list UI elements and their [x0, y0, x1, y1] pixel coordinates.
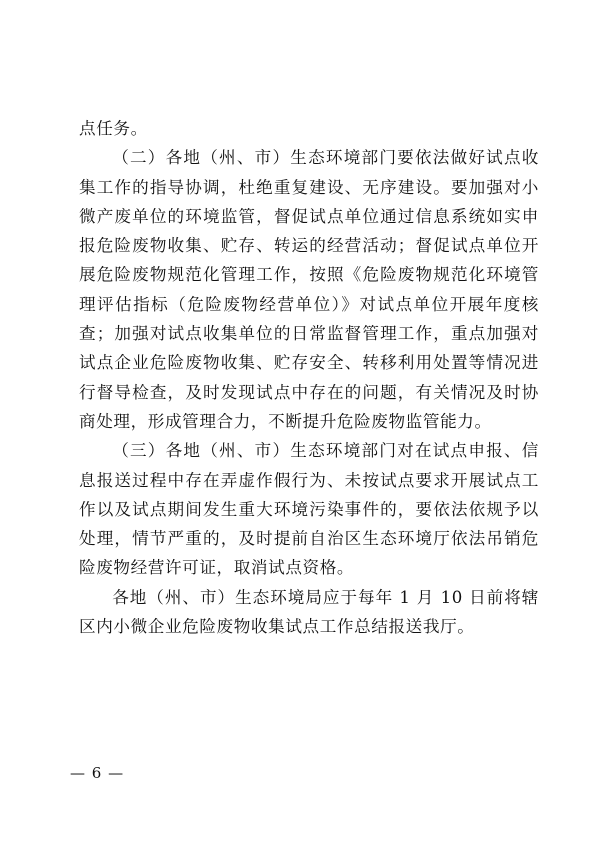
paragraph-section-2: （二）各地（州、市）生态环境部门要依法做好试点收集工作的指导协调，杜绝重复建设、无序建设。要加强对小微产废单位的环境监管，督促试点单位通过信息系统如实申报危险废物收集、贮存、转运的经营活动；督促试点单位开展危险废物规范化管理工作，按照《危险废物规范化环境管理评估指标（危险废物经营单位）》对试点单位开展年度核查；加强对试点收集单位的日常监督管理工作，重点加强对试点企业危险废物收集、贮存安全、转移利用处置等情况进行督导检查，及时发现试点中存在的问题，有关情况及时协商处理，形成管理合力，不断提升危险废物监管能力。 — [79, 148, 539, 431]
page-number: — 6 — — [70, 764, 125, 782]
paragraph-continuation: 点任务。 — [79, 119, 148, 138]
body-text — [79, 114, 539, 641]
paragraph-section-3: （三）各地（州、市）生态环境部门对在试点申报、信息报送过程中存在弄虚作假行为、未按试点要求开展试点工作以及试点期间发生重大环境污染事件的，要依法依规予以处理，情节严重的，及时提前自治区生态环境厅依法吊销危险废物经营许可证，取消试点资格。 — [79, 441, 539, 578]
paragraph-closing: 各地（州、市）生态环境局应于每年 1 月 10 日前将辖区内小微企业危险废物收集试点工作总结报送我厅。 — [79, 587, 539, 637]
